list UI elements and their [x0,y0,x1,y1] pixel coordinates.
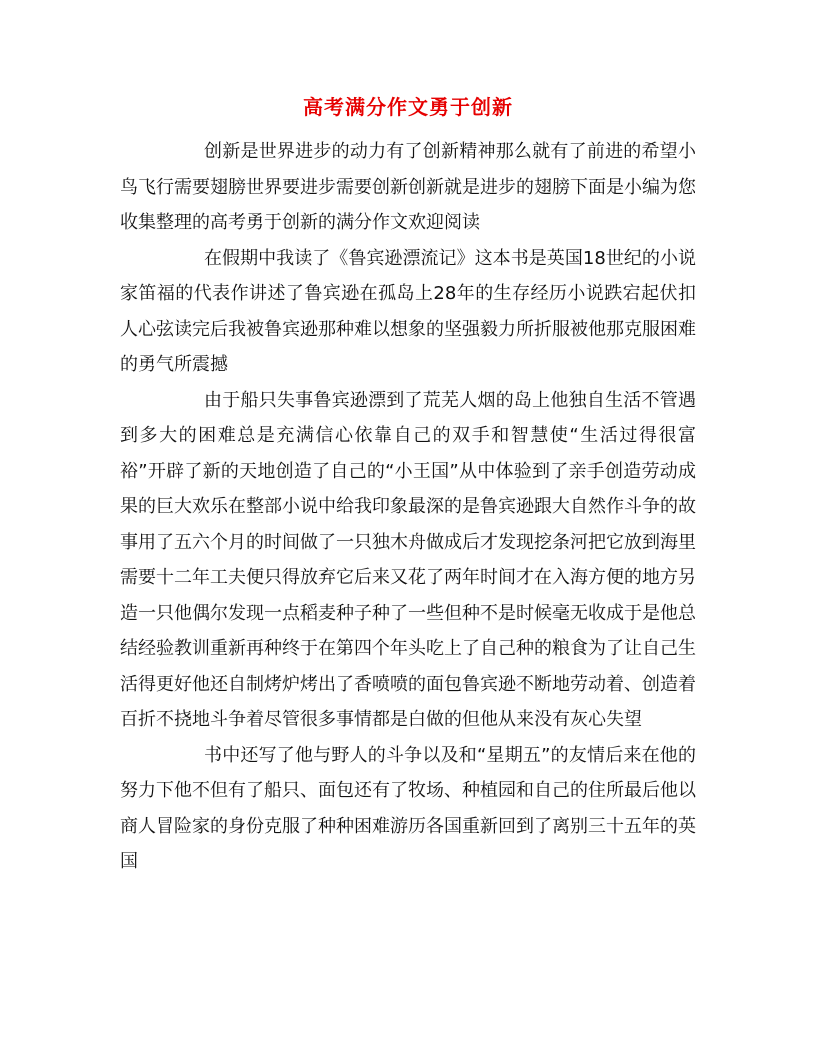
document-title: 高考满分作文勇于创新 [303,95,513,119]
paragraph-ending: 书中还写了他与野人的斗争以及和“星期五”的友情后来在他的努力下他不但有了船只、面包还有了牧场、种植园和自己的住所最后他以商人冒险家的身份克服了种种困难游历各国重新回到了离别三十五年的英国 [120,744,696,872]
paragraph-reading: 在假期中我读了《鲁宾逊漂流记》这本书是英国18世纪的小说家笛福的代表作讲述了鲁宾逊在孤岛上28年的生存经历小说跌宕起伏扣人心弦读完后我被鲁宾逊那种难以想象的坚强毅力所折服被他那克服困难的勇气所震撼 [120,247,696,375]
paragraph-intro: 创新是世界进步的动力有了创新精神那么就有了前进的希望小鸟飞行需要翅膀世界要进步需要创新创新就是进步的翅膀下面是小编为您收集整理的高考勇于创新的满分作文欢迎阅读 [120,141,696,233]
paragraph-story: 由于船只失事鲁宾逊漂到了荒芜人烟的岛上他独自生活不管遇到多大的困难总是充满信心依靠自己的双手和智慧使“生活过得很富裕”开辟了新的天地创造了自己的“小王国”从中体验到了亲手创造劳动成果的巨大欢乐在整部小说中给我印象最深的是鲁宾逊跟大自然作斗争的故事用了五六个月的时间做了一只独木舟做成后才发现挖条河把它放到海里需要十二年工夫便只得放弃它后来又花了两年时间才在入海方便的地方另造一只他偶尔发现一点稻麦种子种了一些但种不是时候毫无收成于是他总结经验教训重新再种终于在第四个年头吃上了自己种的粮食为了让自己生活得更好他还自制烤炉烤出了香喷喷的面包鲁宾逊不断地劳动着、创造着百折不挠地斗争着尽管很多事情都是白做的但他从来没有灰心失望 [120,389,696,730]
document-body [120,134,696,880]
